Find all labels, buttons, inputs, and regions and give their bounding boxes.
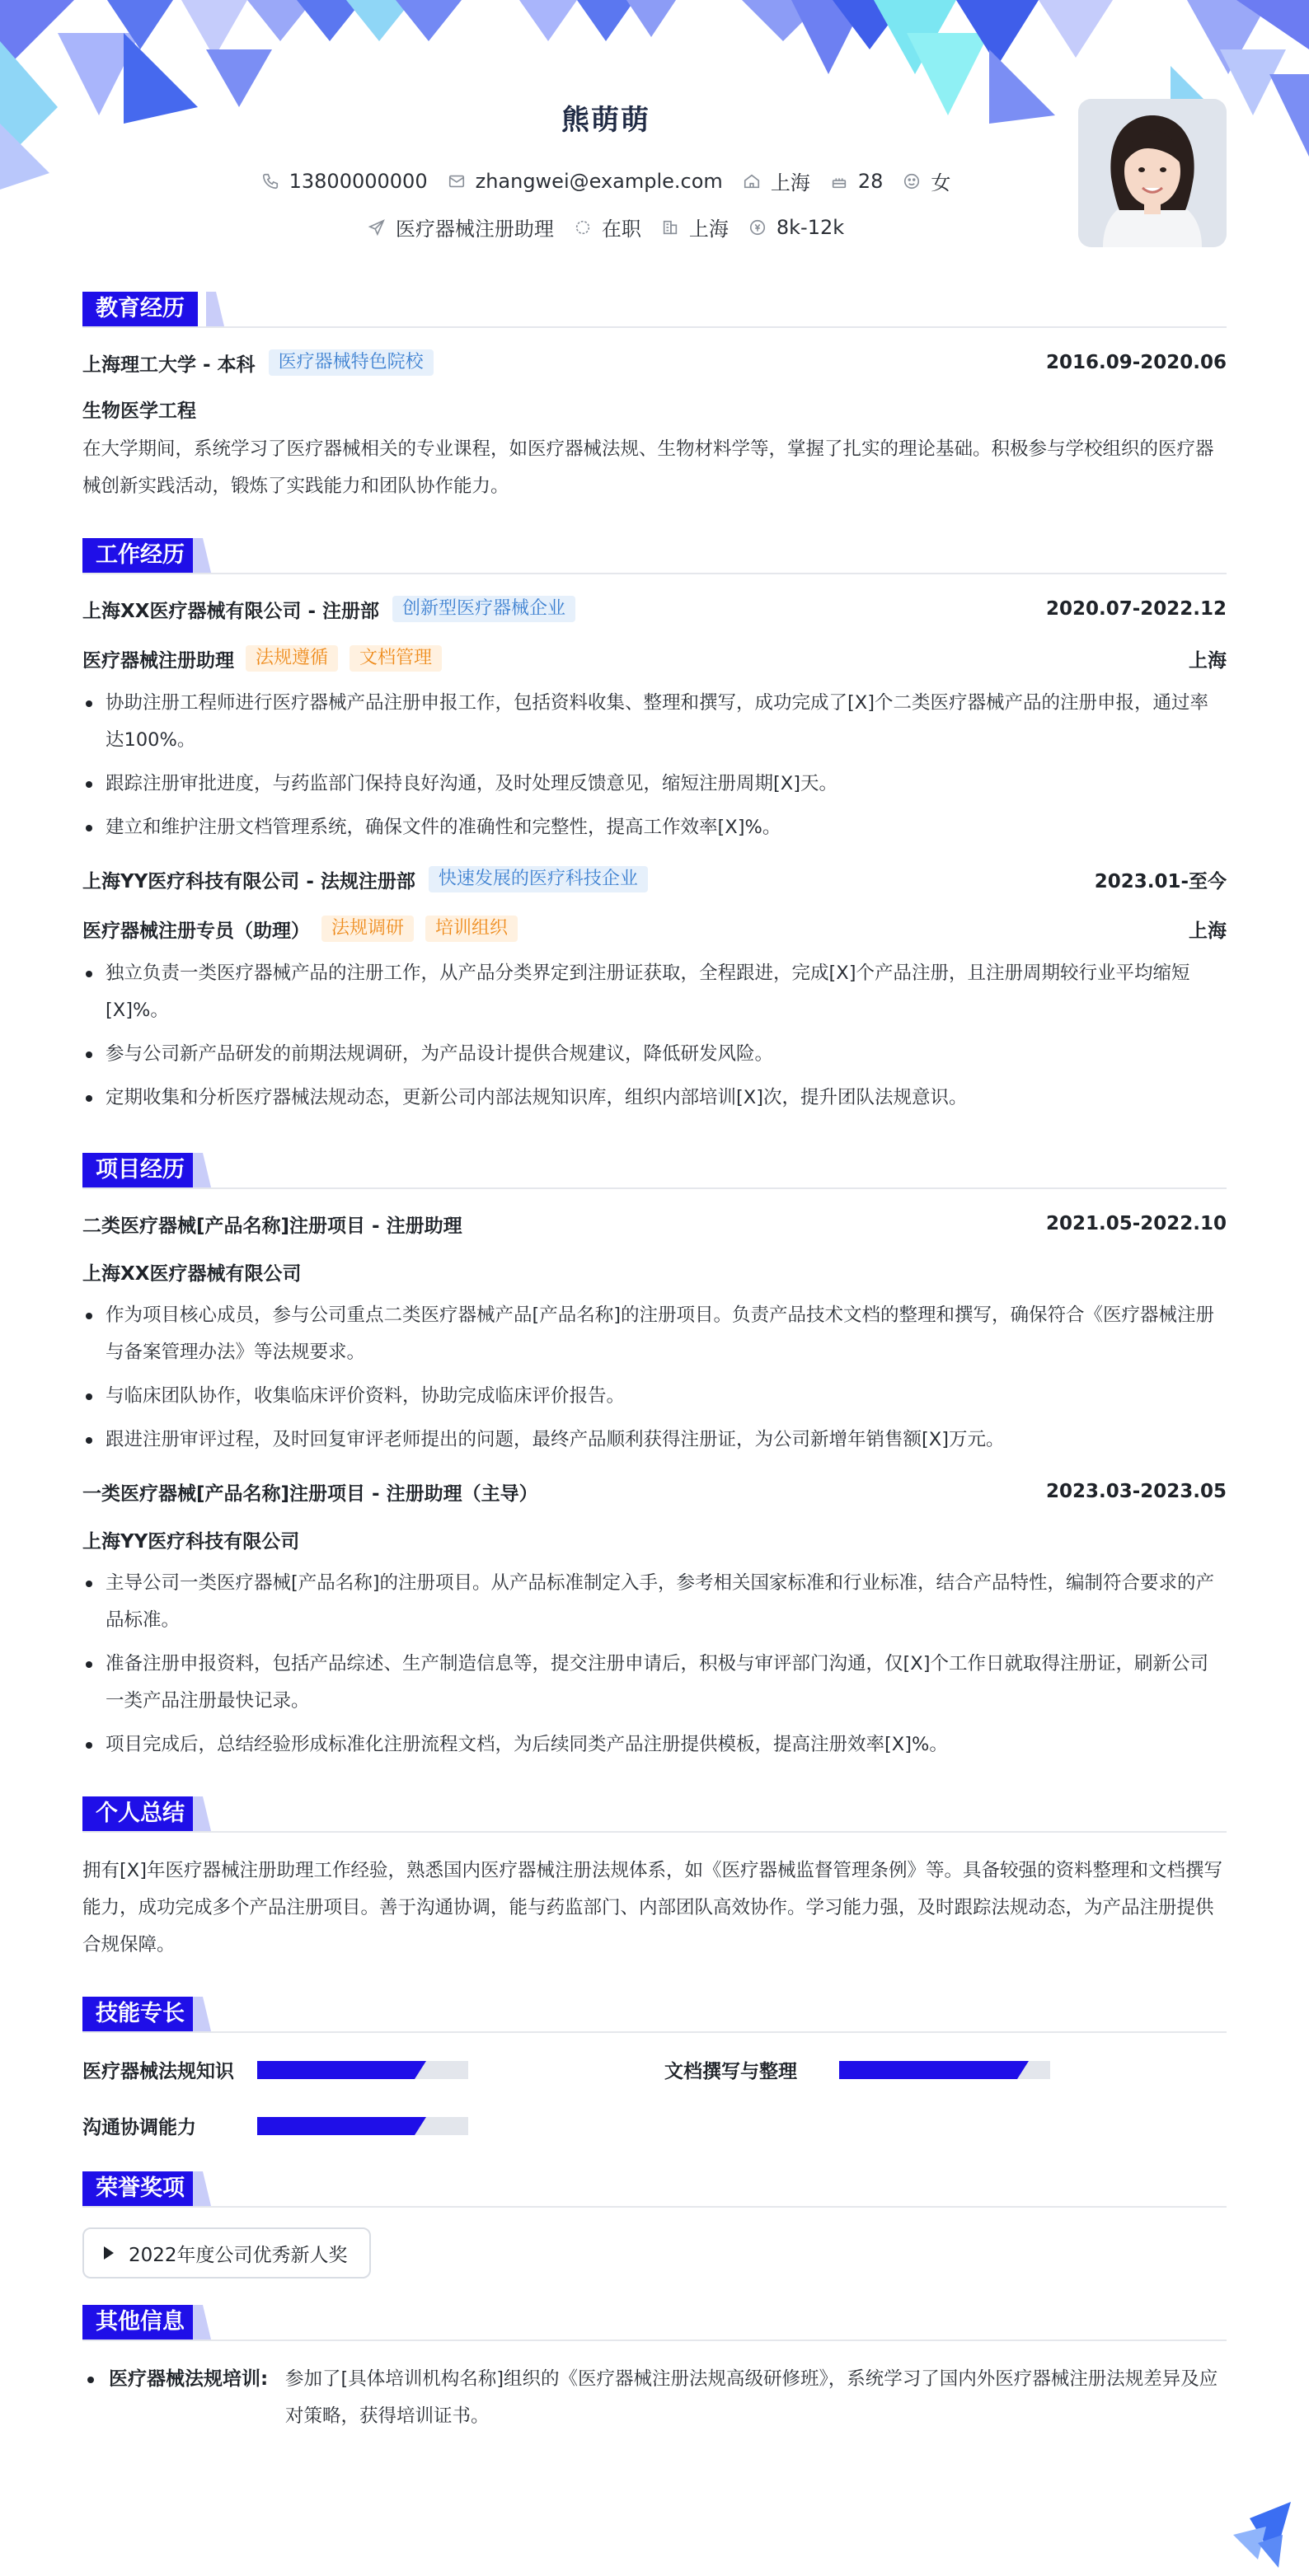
play-icon	[104, 2246, 114, 2260]
position-title: 医疗器械注册助理	[82, 649, 234, 672]
mail-icon	[448, 172, 466, 190]
education-entry-header	[82, 348, 1227, 377]
section-tail-decoration	[206, 292, 224, 326]
company-name: 上海XX医疗器械有限公司 - 注册部	[82, 600, 380, 622]
list-item: 独立负责一类医疗器械产品的注册工作，从产品分类界定到注册证获取，全程跟进，完成[X]个产品注册，且注册周期较行业平均缩短[X]%。	[82, 955, 1227, 1029]
work-position-group	[82, 916, 518, 943]
skill-bar	[839, 2061, 1050, 2079]
section-tail-decoration	[193, 1153, 211, 1187]
status-item	[574, 213, 641, 241]
target-city-text: 上海	[688, 218, 729, 241]
skill-item	[82, 2112, 468, 2139]
send-icon	[368, 218, 386, 237]
skill-bar	[257, 2117, 468, 2135]
project-entry	[82, 1477, 1227, 1763]
section-divider	[82, 2031, 1227, 2033]
skill-tag: 法规调研	[321, 916, 414, 942]
work-position-row	[82, 644, 1227, 673]
work-city: 上海	[1189, 649, 1227, 672]
work-date: 2023.01-至今	[1094, 870, 1227, 892]
work-date: 2020.07-2022.12	[1045, 598, 1227, 620]
skill-name: 医疗器械法规知识	[82, 2061, 234, 2082]
other-text: 参加了[具体培训机构名称]组织的《医疗器械注册法规高级研修班》，系统学习了国内外医疗器械注册法规差异及应对策略，获得培训证书。	[285, 2368, 1218, 2427]
resume-header	[0, 0, 1309, 264]
skill-tag: 培训组织	[425, 916, 518, 942]
company-tag: 快速发展的医疗科技企业	[429, 866, 648, 892]
section-tail-decoration	[193, 538, 211, 573]
honors-section	[82, 2168, 1227, 2279]
face-icon	[903, 172, 921, 190]
project-date: 2023.03-2023.05	[1045, 1481, 1227, 1502]
other-item	[82, 2361, 1227, 2435]
work-company-row	[82, 866, 648, 893]
section-title: 工作经历	[82, 538, 198, 573]
list-item: 与临床团队协作，收集临床评价资料，协助完成临床评价报告。	[82, 1378, 1227, 1415]
summary-text: 拥有[X]年医疗器械注册助理工作经验，熟悉国内医疗器械注册法规体系，如《医疗器械监督管理条例》等。具备较强的资料整理和文档撰写能力，成功完成多个产品注册项目。善于沟通协调，能与药监部门、内部团队高效协作。学习能力强，及时跟踪法规动态，为产品注册提供合规保障。	[82, 1860, 1222, 1955]
work-position-group	[82, 645, 442, 672]
skill-bar-fill	[257, 2117, 415, 2135]
section-header	[82, 1993, 1227, 2033]
list-item: 跟踪注册审批进度，与药监部门保持良好沟通，及时处理反馈意见，缩短注册周期[X]天。	[82, 766, 1227, 803]
section-header	[82, 288, 1227, 328]
section-header	[82, 2302, 1227, 2341]
section-title: 项目经历	[82, 1153, 198, 1187]
coin-icon	[748, 218, 767, 237]
education-date: 2016.09-2020.06	[1045, 352, 1227, 373]
project-entry	[82, 1209, 1227, 1459]
skill-name: 文档撰写与整理	[664, 2061, 797, 2082]
education-school-row	[82, 349, 434, 377]
list-item: 参与公司新产品研发的前期法规调研，为产品设计提供合规建议，降低研发风险。	[82, 1036, 1227, 1073]
phone-item	[261, 170, 428, 193]
corner-decoration	[1233, 2502, 1291, 2568]
skills-list	[82, 2053, 1227, 2168]
work-entry-header	[82, 594, 1227, 624]
project-bullets	[82, 1565, 1227, 1763]
cake-icon	[830, 172, 848, 190]
resume-body	[82, 288, 1227, 2435]
email-item	[448, 170, 723, 193]
contact-row	[0, 166, 1212, 195]
skill-bar	[257, 2061, 468, 2079]
skill-name: 沟通协调能力	[82, 2117, 196, 2138]
phone-text: 13800000000	[289, 169, 428, 193]
section-header	[82, 1150, 1227, 1189]
age-item	[830, 170, 884, 193]
work-section	[82, 535, 1227, 1117]
work-bullets	[82, 955, 1227, 1117]
age-text: 28	[857, 169, 884, 193]
gender-text: 女	[931, 171, 951, 194]
projects-section	[82, 1150, 1227, 1763]
list-item: 主导公司一类医疗器械[产品名称]的注册项目。从产品标准制定入手，参考相关国家标准和行业标准，结合产品特性，编制符合要求的产品标准。	[82, 1565, 1227, 1639]
list-item: 作为项目核心成员，参与公司重点二类医疗器械产品[产品名称]的注册项目。负责产品技术文档的整理和撰写，确保符合《医疗器械注册与备案管理办法》等法规要求。	[82, 1297, 1227, 1371]
section-header	[82, 2168, 1227, 2208]
work-company-row	[82, 596, 575, 623]
section-tail-decoration	[193, 2305, 211, 2339]
salary-item	[748, 216, 844, 239]
section-title: 教育经历	[82, 292, 198, 326]
company-name: 上海YY医疗科技有限公司 - 法规注册部	[82, 870, 415, 892]
company-tag: 创新型医疗器械企业	[392, 596, 575, 622]
target-city-item	[661, 213, 729, 241]
skills-section	[82, 1993, 1227, 2168]
work-city: 上海	[1189, 920, 1227, 942]
work-bullets	[82, 685, 1227, 846]
salary-text: 8k-12k	[776, 215, 845, 239]
list-item: 定期收集和分析医疗器械法规动态，更新公司内部法规知识库，组织内部培训[X]次，提升团队法规意识。	[82, 1080, 1227, 1117]
section-title: 技能专长	[82, 1997, 198, 2031]
gender-item	[903, 166, 950, 195]
email-text: zhangwei@example.com	[475, 169, 723, 193]
award-badge[interactable]	[82, 2227, 371, 2279]
target-job-text: 医疗器械注册助理	[395, 218, 554, 241]
section-title: 荣誉奖项	[82, 2171, 198, 2206]
skill-item	[82, 2056, 468, 2083]
section-divider	[82, 326, 1227, 328]
award-text: 2022年度公司优秀新人奖	[129, 2244, 348, 2266]
position-title: 医疗器械注册专员（助理）	[82, 920, 310, 942]
section-header	[82, 535, 1227, 574]
project-header	[82, 1477, 1227, 1506]
candidate-name: 熊萌萌	[561, 104, 650, 137]
section-divider	[82, 2206, 1227, 2208]
location-text: 上海	[770, 171, 810, 194]
target-job-item	[368, 213, 554, 241]
status-text: 在职	[601, 218, 641, 241]
project-bullets	[82, 1297, 1227, 1459]
skill-tag: 法规遵循	[246, 645, 338, 672]
skill-bar-fill	[839, 2061, 1017, 2079]
section-divider	[82, 1831, 1227, 1833]
avatar	[1078, 99, 1227, 247]
project-date: 2021.05-2022.10	[1045, 1213, 1227, 1234]
location-item	[743, 166, 810, 195]
section-title: 其他信息	[82, 2305, 198, 2339]
summary-section	[82, 1793, 1227, 1964]
list-item: 项目完成后，总结经验形成标准化注册流程文档，为后续同类产品注册提供模板，提高注册效率[X]%。	[82, 1726, 1227, 1763]
project-name: 一类医疗器械[产品名称]注册项目 - 注册助理（主导）	[82, 1482, 538, 1505]
list-item: 跟进注册审评过程，及时回复审评老师提出的问题，最终产品顺利获得注册证，为公司新增年销售额[X]万元。	[82, 1421, 1227, 1459]
education-description: 在大学期间，系统学习了医疗器械相关的专业课程，如医疗器械法规、生物材料学等，掌握了扎实的理论基础。积极参与学校组织的医疗器械创新实践活动，锻炼了实践能力和团队协作能力。	[82, 438, 1214, 497]
section-title: 个人总结	[82, 1796, 198, 1831]
home-icon	[743, 172, 761, 190]
phone-icon	[261, 172, 279, 190]
building-icon	[661, 218, 679, 237]
education-section	[82, 288, 1227, 505]
project-name: 二类医疗器械[产品名称]注册项目 - 注册助理	[82, 1215, 462, 1237]
status-icon	[574, 218, 592, 237]
school-name: 上海理工大学 - 本科	[82, 354, 256, 376]
project-header	[82, 1209, 1227, 1239]
skill-item	[664, 2056, 1050, 2083]
section-header	[82, 1793, 1227, 1833]
project-company: 上海YY医疗科技有限公司	[82, 1531, 300, 1553]
work-entry	[82, 594, 1227, 846]
section-tail-decoration	[193, 1796, 211, 1831]
section-divider	[82, 573, 1227, 574]
work-entry	[82, 864, 1227, 1117]
section-divider	[82, 2339, 1227, 2341]
other-label: 医疗器械法规培训:	[109, 2368, 269, 2390]
section-divider	[82, 1187, 1227, 1189]
other-section	[82, 2302, 1227, 2435]
list-item: 建立和维护注册文档管理系统，确保文件的准确性和完整性，提高工作效率[X]%。	[82, 809, 1227, 846]
list-item: 协助注册工程师进行医疗器械产品注册申报工作，包括资料收集、整理和撰写，成功完成了[X]个二类医疗器械产品的注册申报，通过率达100%。	[82, 685, 1227, 759]
education-major: 生物医学工程	[82, 400, 196, 422]
school-tag: 医疗器械特色院校	[269, 349, 434, 376]
skill-bar-fill	[257, 2061, 415, 2079]
list-item: 准备注册申报资料，包括产品综述、生产制造信息等，提交注册申请后，积极与审评部门沟通，仅[X]个工作日就取得注册证，刷新公司一类产品注册最快记录。	[82, 1646, 1227, 1720]
work-position-row	[82, 914, 1227, 944]
job-intent-row	[0, 213, 1212, 241]
skill-tag: 文档管理	[350, 645, 442, 672]
section-tail-decoration	[193, 2171, 211, 2206]
section-tail-decoration	[193, 1997, 211, 2031]
project-company: 上海XX医疗器械有限公司	[82, 1263, 302, 1285]
work-entry-header	[82, 864, 1227, 894]
